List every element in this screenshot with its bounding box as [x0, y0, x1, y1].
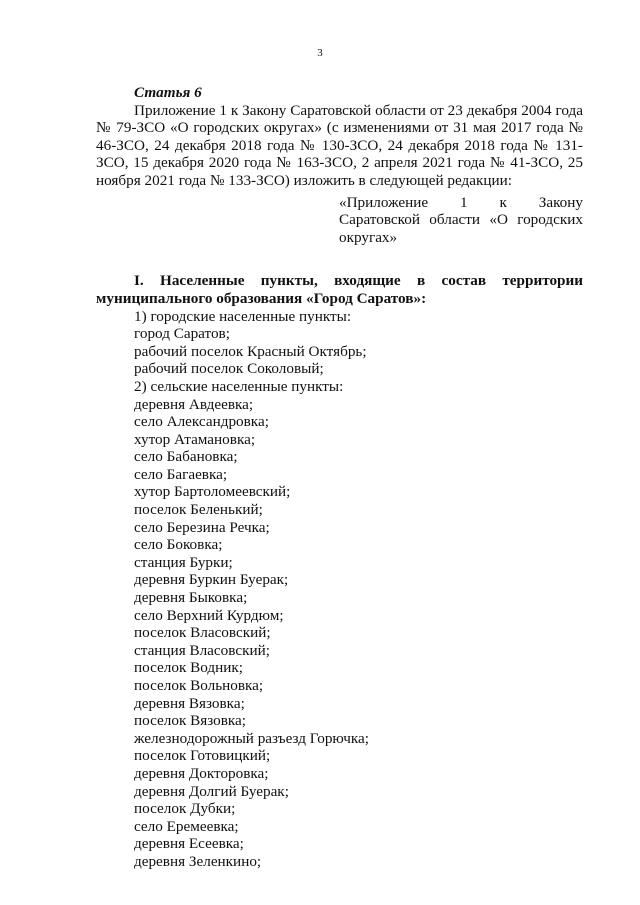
- list-item: поселок Власовский;: [134, 624, 271, 642]
- list-item: поселок Дубки;: [134, 800, 236, 818]
- list-item: хутор Бартоломеевский;: [134, 483, 291, 501]
- list-item: деревня Есеевка;: [134, 835, 244, 853]
- list-item: 2) сельские населенные пункты:: [134, 377, 344, 395]
- list-item: село Еремеевка;: [134, 817, 239, 835]
- list-item: поселок Беленький;: [134, 501, 263, 519]
- list-item: село Боковка;: [134, 536, 223, 554]
- list-item: село Бабановка;: [134, 448, 238, 466]
- list-item: поселок Вольновка;: [134, 677, 264, 694]
- list-item: станция Власовский;: [134, 641, 270, 659]
- list-item: село Верхний Курдюм;: [134, 606, 284, 624]
- list-item: деревня Докторовка;: [134, 764, 269, 782]
- list-item: деревня Буркин Буерак;: [134, 571, 289, 589]
- list-item: город Саратов;: [134, 325, 230, 343]
- list-item: поселок Готовицкий;: [134, 747, 271, 765]
- page-number: 3: [317, 47, 323, 59]
- list-item: поселок Водник;: [134, 659, 243, 677]
- article-body: Приложение 1 к Закону Саратовской области от 23 декабря 2004 года № 79-ЗСО «О городских округах» (с изменениями от 31 мая 2017 года № 46-ЗСО, 24 декабря 2018 года № 130-ЗСО, 24 декабря 2018 года № 131-ЗСО, 15 декабря 2020 года № 163-ЗСО, 2 апреля 2021 года № 41-ЗСО, 25 ноября 2021 года № 133-ЗСО) изложить в следующей редакции:: [96, 101, 583, 189]
- document-content: [96, 84, 583, 871]
- list-item: станция Бурки;: [134, 553, 233, 571]
- list-item: село Березина Речка;: [134, 518, 270, 536]
- list-item: рабочий поселок Соколовый;: [134, 360, 324, 378]
- list-item: хутор Атамановка;: [134, 430, 256, 448]
- article-title: Статья 6: [134, 84, 202, 101]
- appendix-note: «Приложение 1 к Закону Саратовской области «О городских округах»: [339, 193, 583, 246]
- list-item: рабочий поселок Красный Октябрь;: [134, 342, 367, 360]
- list-item: деревня Вязовка;: [134, 694, 245, 712]
- list-item: поселок Вязовка;: [134, 712, 247, 730]
- list-item: железнодорожный разъезд Горючка;: [134, 729, 369, 747]
- list-item: 1) городские населенные пункты:: [134, 307, 352, 325]
- list-item: деревня Быковка;: [134, 589, 248, 607]
- list-item: село Александровка;: [134, 413, 269, 431]
- list-item: деревня Зеленкино;: [134, 852, 262, 870]
- list-item: деревня Долгий Буерак;: [134, 782, 289, 800]
- list-item: село Багаевка;: [134, 465, 228, 483]
- list-item: деревня Авдеевка;: [134, 395, 254, 413]
- settlement-list: [96, 308, 583, 871]
- section-heading: I. Населенные пункты, входящие в состав территории муниципального образования «Город Саратов»:: [96, 272, 583, 307]
